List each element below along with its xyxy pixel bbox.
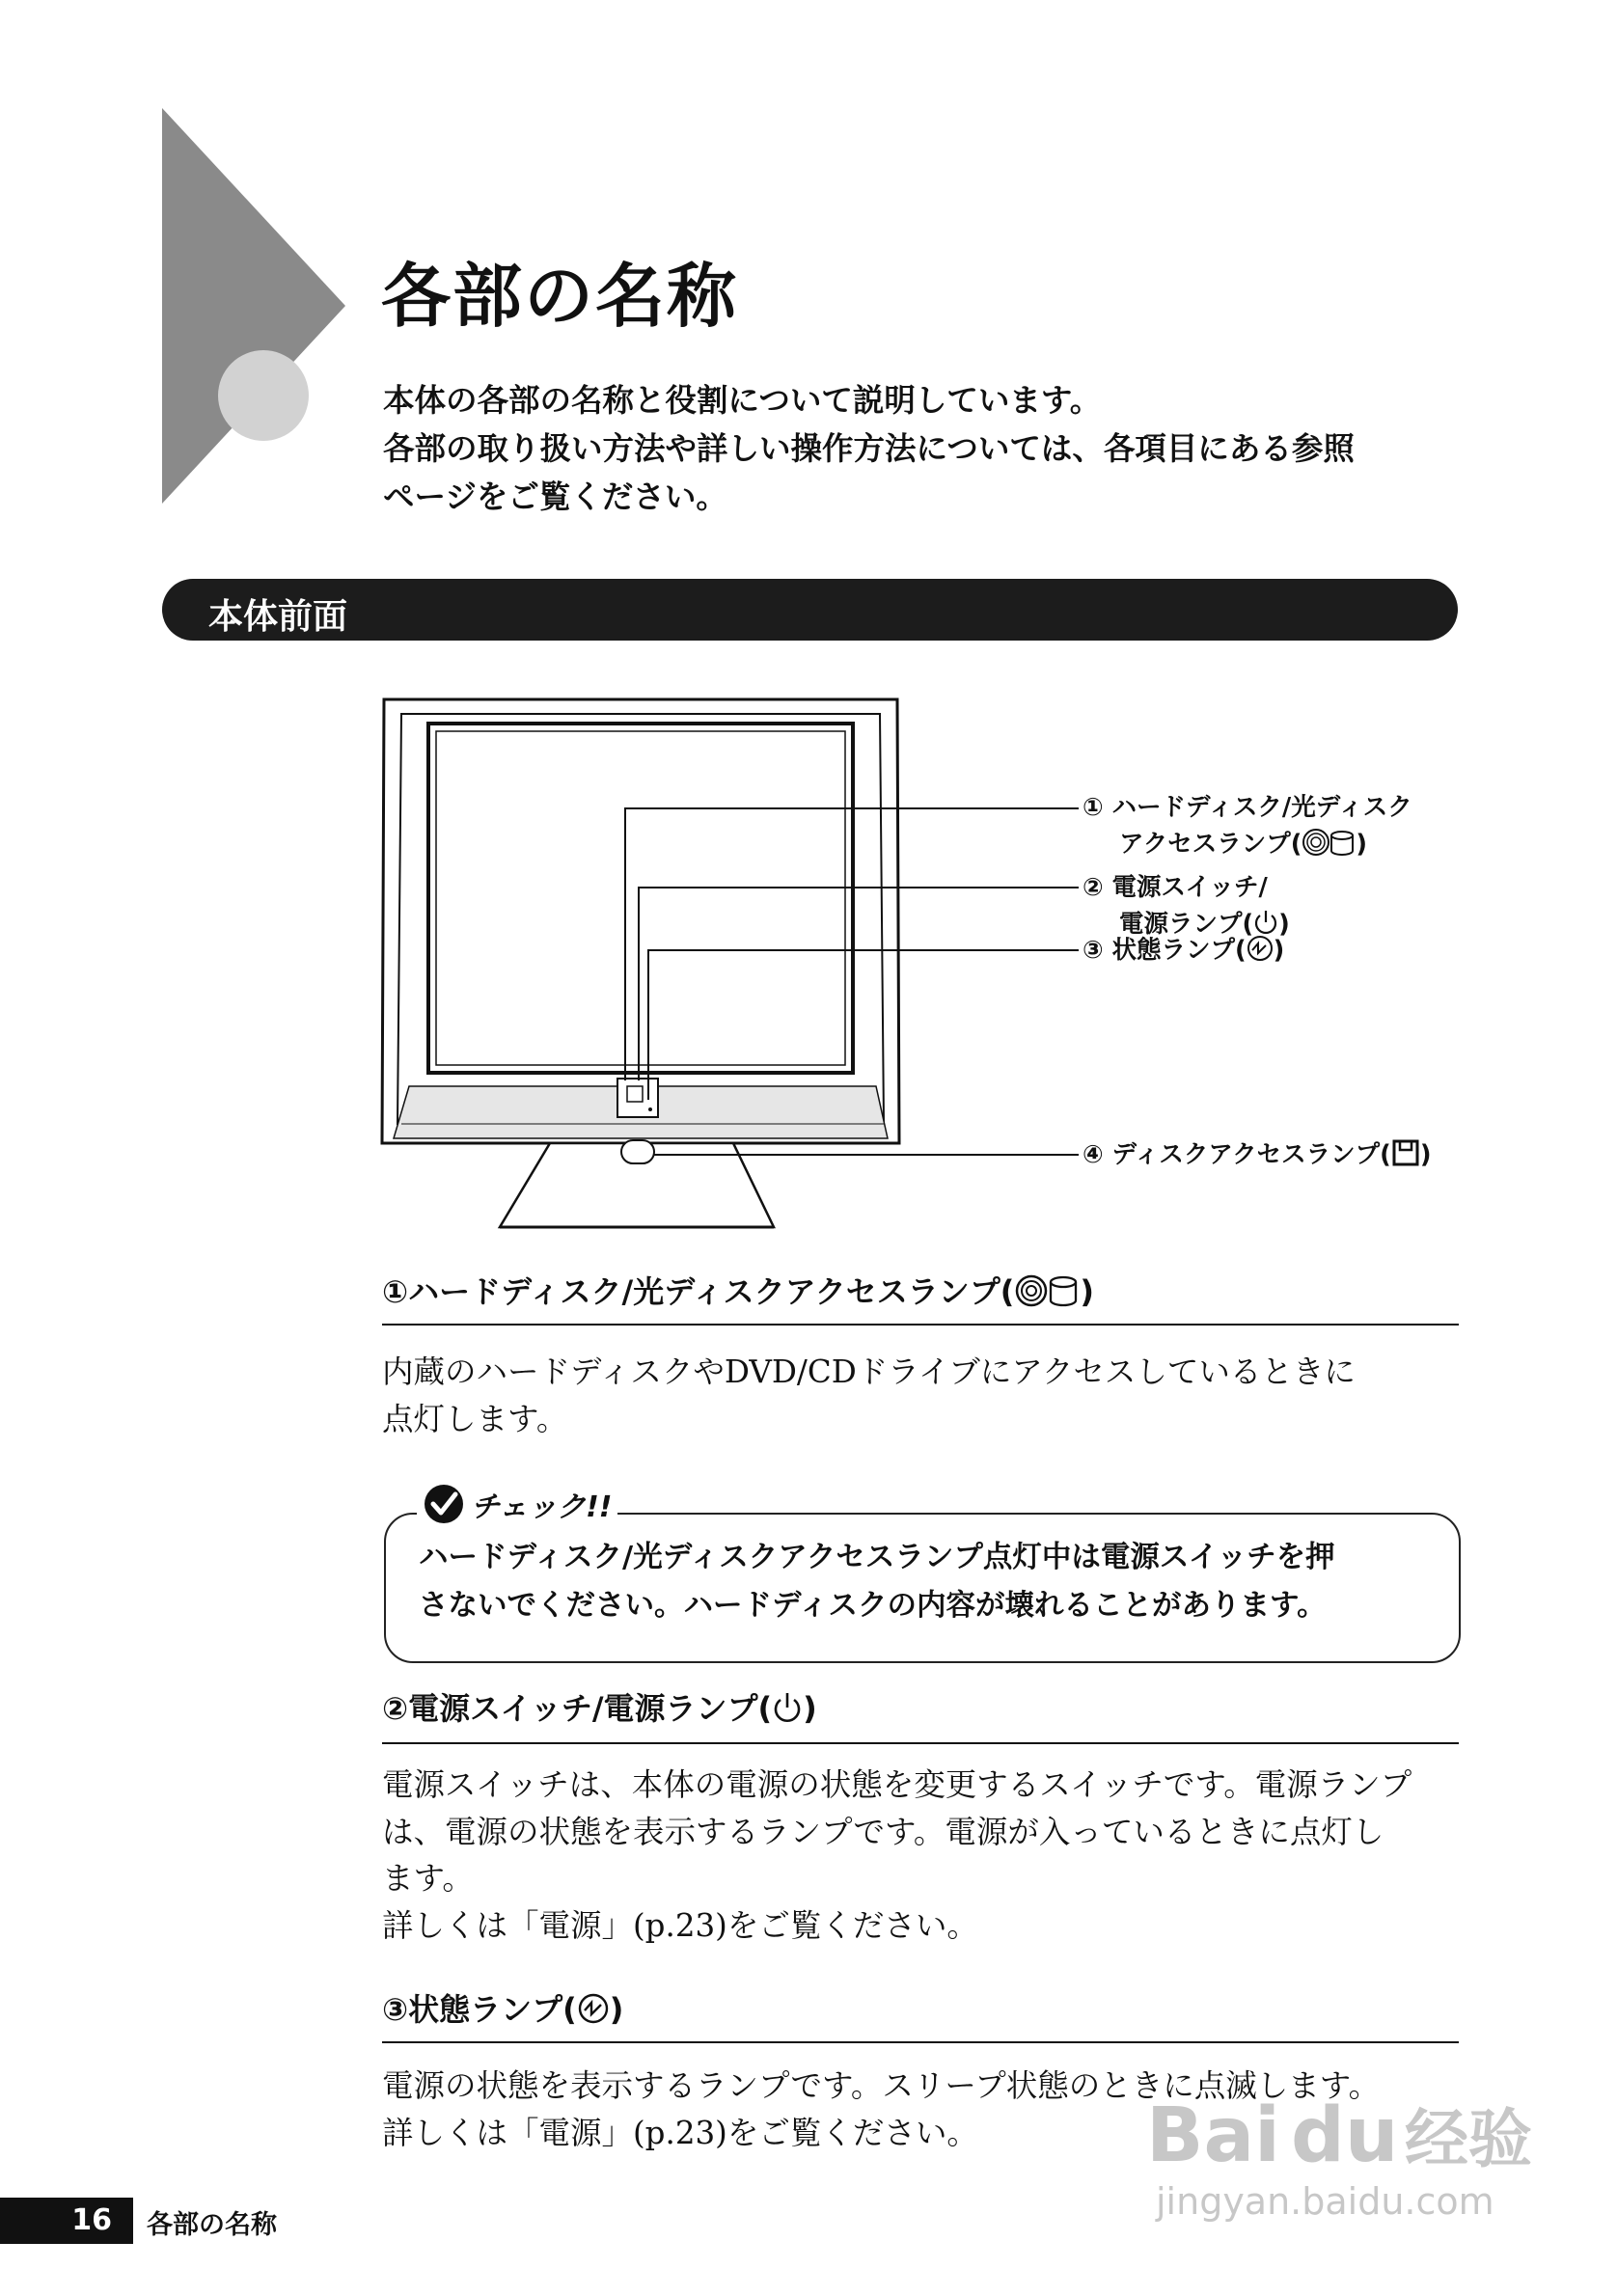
disc-icon [1302, 828, 1356, 857]
item-3-line: 電源の状態を表示するランプです。スリープ状態のときに点滅します。 [382, 2067, 1381, 2104]
check-icon [423, 1483, 465, 1525]
callout-1-line2: アクセスランプ( [1119, 830, 1302, 859]
item-2-line: ます。 [382, 1860, 474, 1897]
intro-text [383, 376, 1483, 521]
item-2-heading [382, 1688, 817, 1729]
watermark-brand-3: 经验 [1405, 2102, 1532, 2176]
item-2-rule [382, 1742, 1459, 1744]
watermark-brand: Bai [1146, 2092, 1280, 2179]
item-3-heading-close: ) [609, 1991, 624, 2028]
item-1-rule [382, 1324, 1459, 1326]
status-icon [577, 1991, 610, 2026]
section-title: 本体前面 [208, 597, 348, 637]
page-title: 各部の名称 [381, 256, 739, 337]
item-3-rule [382, 2041, 1459, 2043]
monitor-diagram [376, 695, 1515, 1254]
item-1-heading [382, 1271, 1094, 1312]
chapter-decoration [162, 108, 345, 504]
watermark-url: jingyan.baidu.com [1156, 2180, 1494, 2223]
item-3-heading-text: ③状態ランプ( [382, 1991, 577, 2028]
item-1-heading-close: ) [1080, 1273, 1094, 1310]
item-2-line: は、電源の状態を表示するランプです。電源が入っているときに点灯し [382, 1813, 1384, 1850]
check-note-label [417, 1480, 617, 1528]
item-2-body [382, 1762, 1472, 1949]
callout-2-close: ) [1278, 910, 1290, 939]
check-label-text: チェック!! [471, 1490, 613, 1524]
callout-4-text: ④ ディスクアクセスランプ( [1083, 1140, 1391, 1169]
baidu-watermark [1146, 2084, 1551, 2228]
callout-2-line2: 電源ランプ( [1119, 910, 1254, 939]
callout-1-line1: ① ハードディスク/光ディスク [1083, 793, 1412, 822]
item-3-line: 詳しくは「電源」(p.23)をご覧ください。 [382, 2114, 978, 2151]
item-1-line: 点灯します。 [382, 1400, 568, 1437]
callout-4 [1083, 1136, 1431, 1173]
callout-3 [1083, 932, 1284, 969]
check-note-text [419, 1534, 1335, 1630]
callout-1-close: ) [1356, 830, 1368, 859]
item-1-line: 内蔵のハードディスクやDVD/CDドライブにアクセスしているときに [382, 1353, 1356, 1390]
intro-line: 本体の各部の名称と役割について説明しています。 [383, 382, 1102, 419]
intro-line: ページをご覧ください。 [383, 478, 727, 515]
callout-3-text: ③ 状態ランプ( [1083, 936, 1247, 965]
callout-4-close: ) [1419, 1140, 1432, 1169]
check-line: さないでください。ハードディスクの内容が壊れることがあります。 [419, 1589, 1327, 1623]
item-3-heading [382, 1989, 623, 2030]
status-icon [1247, 934, 1274, 963]
item-2-heading-close: ) [803, 1690, 817, 1727]
floppy-icon [1391, 1138, 1420, 1167]
item-1-body [382, 1349, 1472, 1442]
watermark-brand-2: du [1291, 2092, 1399, 2179]
callout-3-close: ) [1273, 936, 1285, 965]
check-line: ハードディスク/光ディスクアクセスランプ点灯中は電源スイッチを押 [419, 1541, 1335, 1574]
callout-1 [1083, 789, 1412, 862]
page-number: 16 [0, 2198, 133, 2244]
intro-line: 各部の取り扱い方法や詳しい操作方法については、各項目にある参照 [383, 430, 1355, 467]
footer-chapter: 各部の名称 [147, 2210, 277, 2240]
item-2-line: 電源スイッチは、本体の電源の状態を変更するスイッチです。電源ランプ [382, 1766, 1412, 1803]
item-2-line: 詳しくは「電源」(p.23)をご覧ください。 [382, 1906, 978, 1944]
disc-icon [1014, 1273, 1080, 1308]
item-2-heading-text: ②電源スイッチ/電源ランプ( [382, 1690, 773, 1727]
item-1-heading-text: ①ハードディスク/光ディスクアクセスランプ( [382, 1273, 1015, 1310]
callout-2-line1: ② 電源スイッチ/ [1083, 873, 1268, 902]
power-icon [772, 1690, 803, 1725]
section-header [162, 579, 1458, 641]
